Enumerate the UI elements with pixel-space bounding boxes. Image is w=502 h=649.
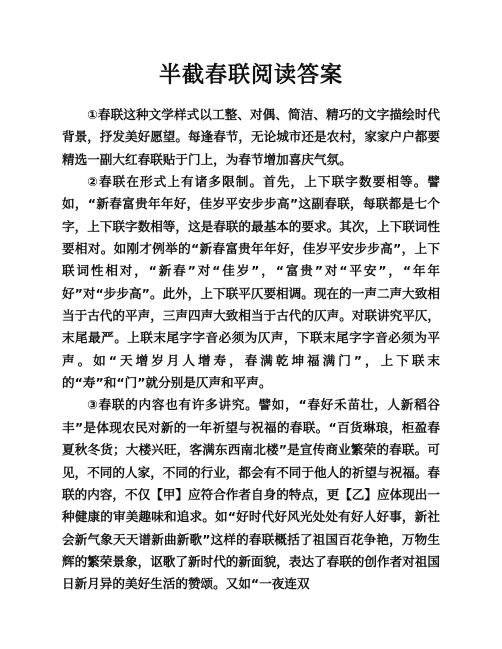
paragraph-3: ③春联的内容也有许多讲究。譬如，“春好禾苗壮，人新稻谷丰”是体现农民对新的一年祈望与祝福的春联。“百货琳琅，柜盈春夏秋冬货；大楼兴旺，客满东西南北楼”是宣传商业繁荣的春联。可见，不同的人家，不同的行业，都会有不同于他人的祈望与祝福。春联的内容，不仅【甲】应符合作者自身的特点，更【乙】应体现出一种健康的审美趣味和追求。如“好时代好风光处处有好人好事，新社会新气象天天谱新曲新歌”这样的春联概括了祖国百花争艳，万物生辉的繁荣景象，讴歌了新时代的新面貌，表达了春联的创作者对祖国日新月异的美好生活的赞颂。又如“一夜连双 xyxy=(62,397,440,592)
paragraph-1: ①春联这种文学样式以工整、对偶、简洁、精巧的文字描绘时代背景，抒发美好愿望。每逢春节，无论城市还是农村，家家户户都要精选一副大红春联贴于门上，为春节增加喜庆气氛。 xyxy=(62,107,440,167)
article-body xyxy=(62,104,440,596)
page-title: 半截春联阅读答案 xyxy=(158,62,343,88)
paragraph-2: ②春联在形式上有诸多限制。首先，上下联字数要相等。譬如，“新春富贵年年好，佳岁平安步步高”这副春联，每联都是七个字，上下联字数相等，这是春联的最基本的要求。其次，上下联词性要相对。如刚才例举的“新春富贵年年好，佳岁平安步步高”，上下联词性相对，“新春”对“佳岁”，“富贵”对“平安”，“年年好”对“步步高”。此外，上下联平仄要相调。现在的一声二声大致相当于古代的平声，三声四声大致相当于古代的仄声。对联讲究平仄，末尾最严。上联末尾字字音必须为仄声，下联末尾字字音必须为平声。如“天增岁月人增寿，春满乾坤福满门”，上下联末的“寿”和“门”就分别是仄声和平声。 xyxy=(62,174,440,391)
